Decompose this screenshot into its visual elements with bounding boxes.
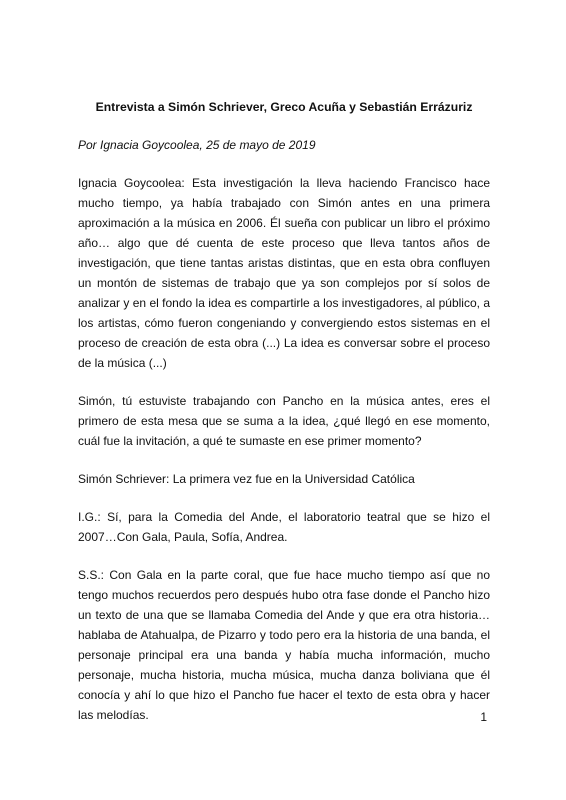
paragraph-2: Simón, tú estuviste trabajando con Pancho en la música antes, eres el primero de esta mesa que se suma a la idea, ¿qué llegó en ese momento, cuál fue la invitación, a qué te sumaste en ese primer momento? [78,394,490,448]
document-byline: Por Ignacia Goycoolea, 25 de mayo de 2019 [78,138,316,152]
paragraph-1: Ignacia Goycoolea: Esta investigación la lleva haciendo Francisco hace mucho tiempo, ya había trabajado con Simón antes en una primera aproximación a la música en 2006. Él sueña con publicar un libro el próximo año… algo que dé cuenta de este proceso que lleva tantos años de investigación, que tiene tantas aristas distintas, que en esta obra confluyen un montón de sistemas de trabajo que ya son complejos por sí solos de analizar y en el fondo la idea es compartirle a los investigadores, al público, a los artistas, cómo fueron congeniando y convergiendo estos sistemas en el proceso de creación de esta obra (...) La idea es conversar sobre el proceso de la música (...) [78,176,490,370]
document-body [78,97,490,743]
page-number: 1 [480,710,487,724]
document-title: Entrevista a Simón Schriever, Greco Acuña y Sebastián Errázuriz [95,100,473,114]
paragraph-5: S.S.: Con Gala en la parte coral, que fue hace mucho tiempo así que no tengo muchos recuerdos pero después hubo otra fase donde el Pancho hizo un texto de una que se llamaba Comedia del Ande y que era otra historia…hablaba de Atahualpa, de Pizarro y todo pero era la historia de una banda, el personaje principal era una banda y había mucha información, mucho personaje, mucha historia, mucha música, mucha danza boliviana que él conocía y ahí lo que hizo el Pancho fue hacer el texto de esta obra y hacer las melodías. [78,568,490,722]
paragraph-4: I.G.: Sí, para la Comedia del Ande, el laboratorio teatral que se hizo el 2007…Con Gala, Paula, Sofía, Andrea. [78,510,490,544]
paragraph-3: Simón Schriever: La primera vez fue en la Universidad Católica [78,472,415,486]
